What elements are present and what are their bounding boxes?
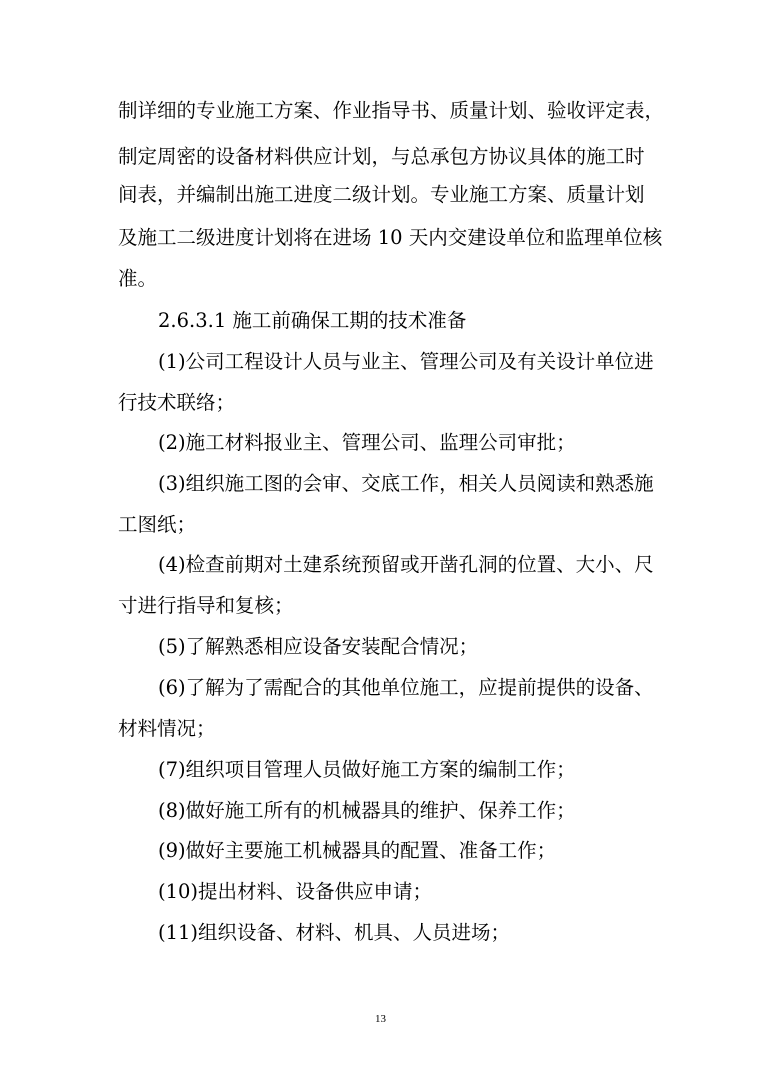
page-number: 13	[375, 1013, 386, 1025]
list-item: (5)了解熟悉相应设备安装配合情况；	[158, 635, 479, 658]
list-item: (3)组织施工图的会审、交底工作，相关人员阅读和熟悉施	[158, 472, 654, 495]
list-item: (1)公司工程设计人员与业主、管理公司及有关设计单位进	[158, 350, 654, 373]
text-line: 及施工二级进度计划将在进场 10 天内交建设单位和监理单位核	[118, 226, 663, 249]
text-line: 间表，并编制出施工进度二级计划。专业施工方案、质量计划	[118, 183, 645, 206]
list-item: (6)了解为了需配合的其他单位施工，应提前提供的设备、	[158, 676, 654, 699]
text-line: 制定周密的设备材料供应计划，与总承包方协议具体的施工时	[118, 145, 645, 168]
list-item: (4)检查前期对土建系统预留或开凿孔洞的位置、大小、尺	[158, 553, 654, 576]
list-item-continuation: 寸进行指导和复核；	[118, 594, 294, 617]
section-heading: 2.6.3.1 施工前确保工期的技术准备	[158, 309, 467, 332]
list-item-continuation: 工图纸；	[118, 513, 197, 536]
text-line: 制详细的专业施工方案、作业指导书、质量计划、验收评定表，	[118, 99, 665, 122]
list-item: (9)做好主要施工机械器具的配置、准备工作；	[158, 839, 557, 862]
text-line: 准。	[118, 267, 158, 290]
list-item: (8)做好施工所有的机械器具的维护、保养工作；	[158, 799, 576, 822]
list-item: (10)提出材料、设备供应申请；	[158, 880, 433, 903]
list-item: (7)组织项目管理人员做好施工方案的编制工作；	[158, 758, 576, 781]
list-item: (2)施工材料报业主、管理公司、监理公司审批；	[158, 431, 576, 454]
list-item: (11)组织设备、材料、机具、人员进场；	[158, 921, 511, 944]
list-item-continuation: 材料情况；	[118, 717, 216, 740]
list-item-continuation: 行技术联络；	[118, 391, 236, 414]
